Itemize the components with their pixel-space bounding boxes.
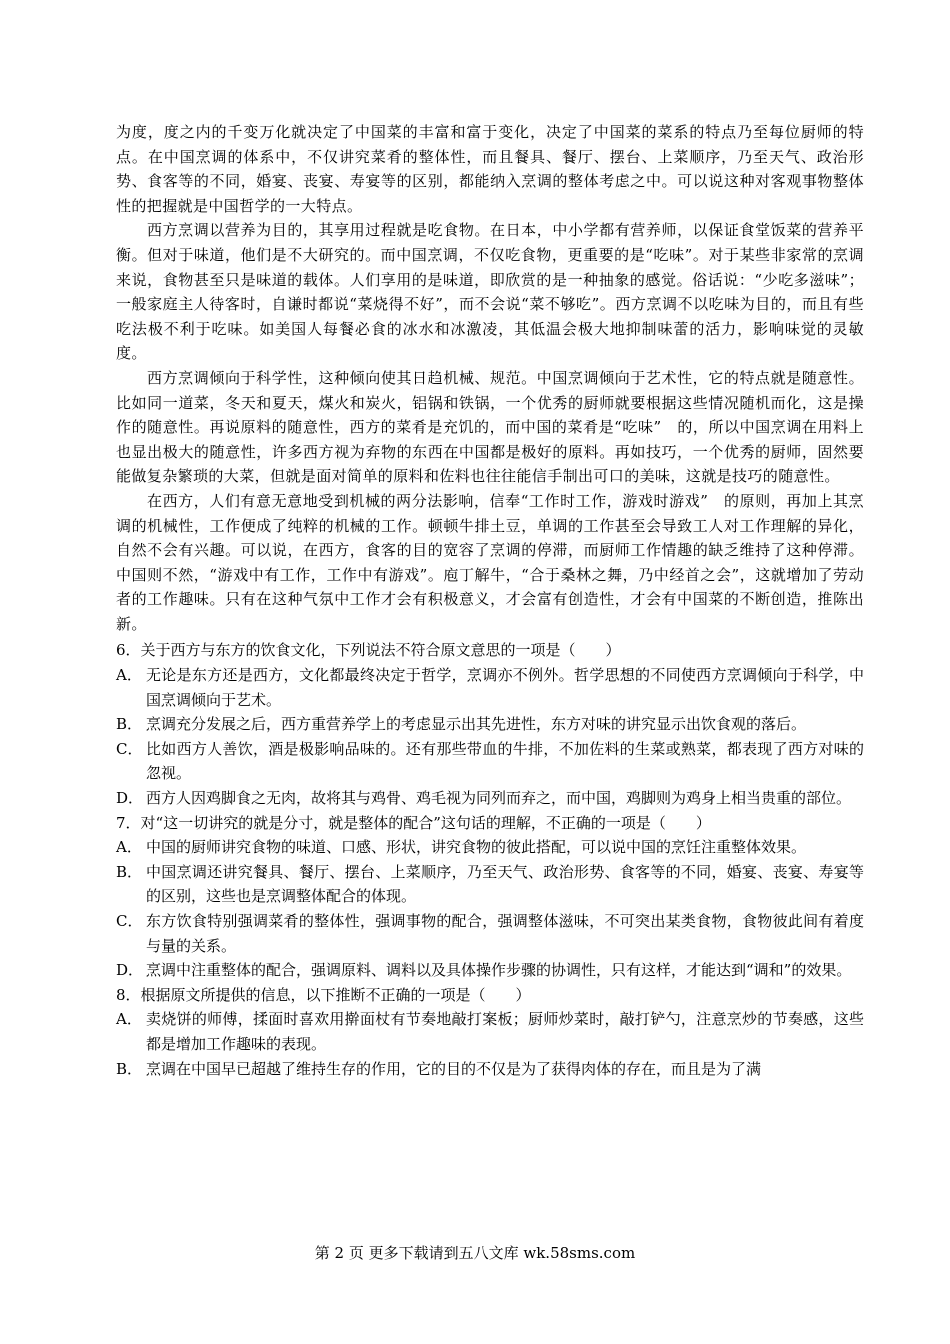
option-label: A． [116, 1010, 142, 1029]
option-label: C． [116, 912, 143, 930]
article-paragraph: 西方烹调倾向于科学性，这种倾向使其日趋机械、规范。中国烹调倾向于艺术性，它的特点就是随意性。比如同一道菜，冬天和夏天，煤火和炭火，铝锅和铁锅，一个优秀的厨师就要根据这些情况随机而化，这是操作的随意性。再说原料的随意性，西方的菜肴是充饥的，而中国的菜肴是“吃味” 的，所以中国烹调在用料上也显出极大的随意性，许多西方视为弃物的东西在中国都是极好的原料。再如技巧，一个优秀的厨师，固然要能做复杂繁琐的大菜，但就是面对简单的原料和佐料也往往能信手制出可口的美味，这就是技巧的随意性。 [116, 368, 864, 486]
answer-option-a [116, 663, 864, 712]
option-text: 中国的厨师讲究食物的味道、口感、形状，讲究食物的彼此搭配，可以说中国的烹饪注重整体效果。 [146, 838, 807, 857]
option-text: 烹调在中国早已超越了维持生存的作用，它的目的不仅是为了获得肉体的存在，而且是为了满 [146, 1059, 762, 1078]
option-label: C． [116, 739, 143, 758]
option-text: 中国烹调还讲究餐具、餐厅、摆台、上菜顺序，乃至天气、政治形势、食客等的不同，婚宴、丧宴、寿宴等的区别，这些也是烹调整体配合的体现。 [146, 862, 864, 906]
answer-option-b [116, 1057, 864, 1082]
answer-option-d [116, 958, 864, 983]
article-paragraph: 西方烹调以营养为目的，其享用过程就是吃食物。在日本，中小学都有营养师，以保证食堂饭菜的营养平衡。但对于味道，他们是不大研究的。而中国烹调，不仅吃食物，更重要的是“吃味”。对于某些非家常的烹调来说，食物甚至只是味道的载体。人们享用的是味道，即欣赏的是一种抽象的感觉。俗话说：“少吃多滋味”；一般家庭主人待客时，自谦时都说“菜烧得不好”，而不会说“菜不够吃”。西方烹调不以吃味为目的，而且有些吃法极不利于吃味。如美国人每餐必食的冰水和冰激凌，其低温会极大地抑制味蕾的活力，影响味觉的灵敏度。 [116, 221, 864, 363]
option-label: B． [116, 862, 143, 881]
option-label: A． [116, 666, 142, 685]
question-stem: 7．对“这一切讲究的就是分寸，就是整体的配合”这句话的理解，不正确的一项是（ ） [116, 813, 711, 832]
article-paragraph: 为度，度之内的千变万化就决定了中国菜的丰富和富于变化，决定了中国菜的菜系的特点乃至每位厨师的特点。在中国烹调的体系中，不仅讲究菜肴的整体性，而且餐具、餐厅、摆台、上菜顺序，乃至天气、政治形势、食客等的不同，婚宴、丧宴、寿宴等的区别，都能纳入烹调的整体考虑之中。可以说这种对客观事物整体性的把握就是中国哲学的一大特点。 [116, 123, 864, 215]
question-stem: 8．根据原文所提供的信息，以下推断不正确的一项是（ ） [116, 985, 531, 1004]
answer-option-b [116, 712, 864, 737]
option-label: A． [116, 838, 142, 857]
option-label: B． [116, 715, 143, 734]
answer-option-d [116, 786, 864, 811]
page-footer: 第 2 页 更多下载请到五八文库 wk.58sms.com [314, 1244, 636, 1262]
option-text: 西方人因鸡脚食之无肉，故将其与鸡骨、鸡毛视为同列而弃之，而中国，鸡脚则为鸡身上相当贵重的部位。 [146, 789, 852, 808]
answer-option-b [116, 860, 864, 909]
answer-option-a [116, 835, 864, 860]
option-label: B． [116, 1059, 143, 1078]
option-text: 比如西方人善饮，酒是极影响品味的。还有那些带血的牛排，不加佐料的生菜或熟菜，都表现了西方对味的忽视。 [146, 739, 864, 783]
option-text: 卖烧饼的师傅，揉面时喜欢用擀面杖有节奏地敲打案板；厨师炒菜时，敲打铲勺，注意烹炒的节奏感，这些都是增加工作趣味的表现。 [146, 1010, 864, 1053]
question-stem: 6．关于西方与东方的饮食文化，下列说法不符合原文意思的一项是（ ） [116, 641, 621, 660]
option-label: D． [116, 789, 144, 808]
answer-option-a [116, 1007, 864, 1056]
article-body [116, 120, 864, 636]
answer-option-c [116, 737, 864, 786]
question-section [116, 638, 864, 1081]
answer-option-c [116, 909, 864, 958]
question-6 [116, 638, 864, 810]
option-text: 烹调中注重整体的配合，强调原料、调料以及具体操作步骤的协调性，只有这样，才能达到“调和”的效果。 [146, 961, 852, 980]
article-paragraph: 在西方，人们有意无意地受到机械的两分法影响，信奉“工作时工作，游戏时游戏” 的原则，再加上其烹调的机械性，工作便成了纯粹的机械的工作。顿顿牛排土豆，单调的工作甚至会导致工人对工作理解的异化，自然不会有兴趣。可以说，在西方，食客的目的宽容了烹调的停滞，而厨师工作情趣的缺乏维持了这种停滞。中国则不然，“游戏中有工作，工作中有游戏”。庖丁解牛，“合于桑林之舞，乃中经首之会”，这就增加了劳动者的工作趣味。只有在这种气氛中工作才会有积极意义，才会富有创造性，才会有中国菜的不断创造，推陈出新。 [116, 491, 864, 633]
question-7 [116, 811, 864, 983]
option-text: 东方饮食特别强调菜肴的整体性，强调事物的配合，强调整体滋味，不可突出某类食物，食物彼此间有着度与量的关系。 [146, 912, 864, 955]
option-label: D． [116, 961, 144, 980]
option-text: 烹调充分发展之后，西方重营养学上的考虑显示出其先进性，东方对味的讲究显示出饮食观的落后。 [146, 715, 807, 734]
question-8 [116, 983, 864, 1081]
option-text: 无论是东方还是西方，文化都最终决定于哲学，烹调亦不例外。哲学思想的不同使西方烹调倾向于科学，中国烹调倾向于艺术。 [146, 666, 864, 709]
